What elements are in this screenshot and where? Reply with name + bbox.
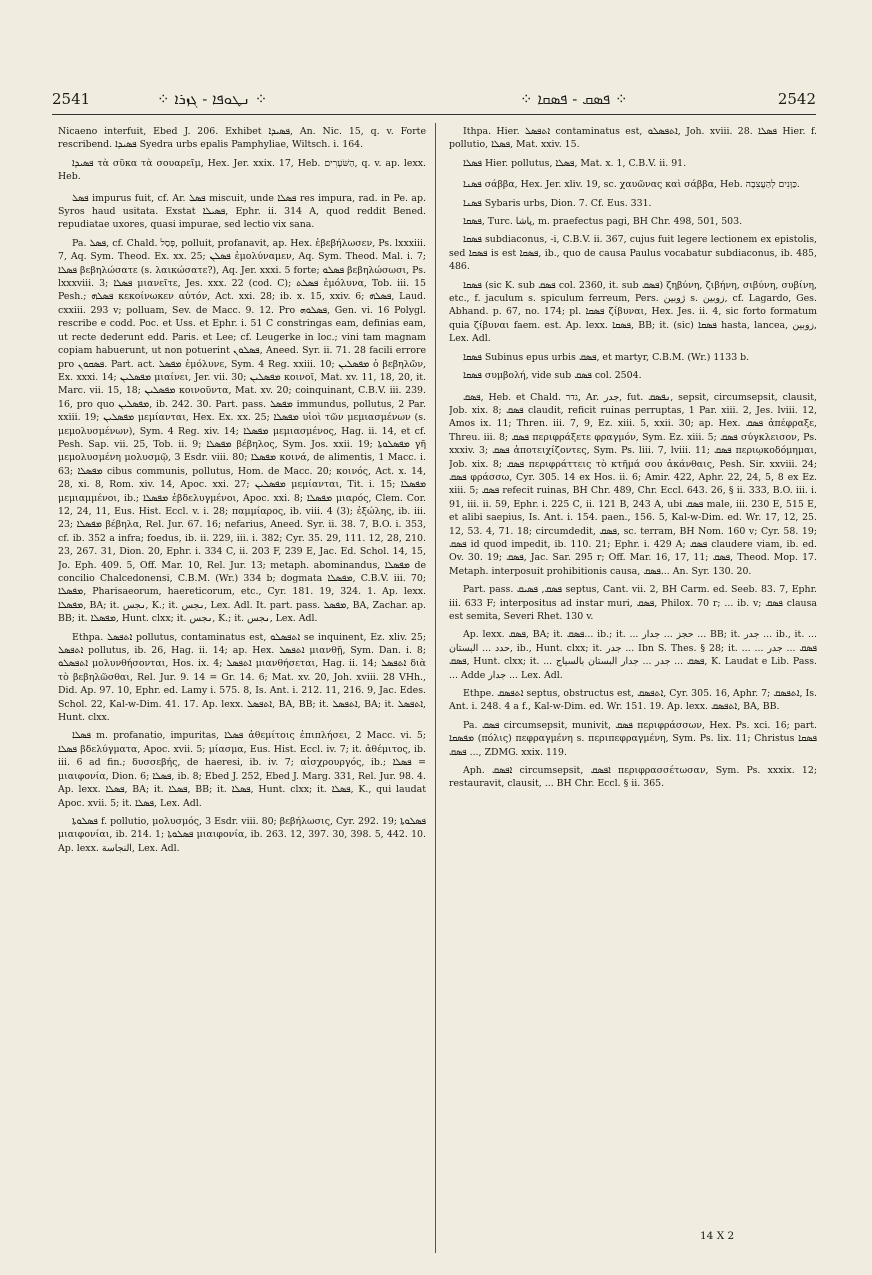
entry-paragraph: ܦܣܩܐ Subinus epus urbis ܦܣܩ, et martyr, C.B.M. (Wr.) 1133 b. <box>463 351 750 363</box>
entry-paragraph: ܦܣܠ impurus fuit, cf. Ar. ܦܣܠ miscuit, unde ܦܣܠܐ res impura, rad. in Pe. ap. Syros haud usitata. Exstat ܦܣܝܠܐ, Ephr. ii. 314 A, quod reddit Bened. repudiatae uxores, quasi impurae, sed lectio vix sana. <box>58 192 426 231</box>
entry-paragraph: Ithpa. Hier. ܐܬܦܣܠ contaminatus est, ܐܬܦܣܠܘ, Joh. xviii. 28. ܦܣܠܐ Hier. f. pollutio, ܦܣܠܐ, Mat. xxiv. 15. <box>449 126 817 151</box>
running-header <box>52 82 816 112</box>
entry-paragraph: ܦܣܠܘܬܐ f. pollutio, μολυσμός, 3 Esdr. viii. 80; βεβήλωσις, Cyr. 292. 19; ܦܣܠܘܬܐ μιαιφονίαι, ib. 214. 1; ܦܣܠܘܬܐ μιαιφονία, ib. 263. 12, 397. 30, 398. 5, 442. 10. Ap. lexx. النجاسة, Lex. Adl. <box>58 815 426 854</box>
entry-paragraph: ܦܣܢܐ Sybaris urbs, Dion. 7. Cf. Eus. 331. <box>463 197 652 209</box>
entry-paragraph: Part. pass. ܦܣܩ, ܦܣܝܩ septus, Cant. vii. 2, BH Carm. ed. Seeb. 83. 7, Ephr. iii. 633 F; interpositus ad instar muri, ܦܣܩ, Philox. 70 r; ... ib. v; ܦܣܩ clausa est semita, Severi Rhet. 130 v. <box>449 584 817 622</box>
entry-paragraph: Ethpa. ܐܬܦܣܠ pollutus, contaminatus est, ܐܬܦܣܠܘ se inquinent, Ez. xliv. 25; ܐܬܦܣܠ pollutus, ib. 26, Hag. ii. 14; ap. Hex. ܐܬܦܣܠ μιανθῇ, Sym. Dan. i. 8; ܐܬܦܣܠܘ μολυνθήσονται, Hos. ix. 4; ܐܬܦܣܠ μιανθήσεται, Hag. ii. 14; ܐܬܦܣܠ διὰ τὸ βεβηλῶσθαι, Rel. Jur. 9. 14 = Gr. 14. 6; Mat. xv. 20, Joh. xviii. 28 VHh., Did. Ap. 97. 10, Ephr. ed. Lamy i. 575. 8, Is. Ant. i. 212. 11, 216. 9, Jac. Edes. Schol. 22, Kal-w-Dim. 41. 17. Ap. lexx. ܐܬܦܣܠ, BA, BB; it. ܐܬܦܣܠ, BA; it. ܐܬܦܣܠ, Hunt. clxx. <box>58 631 426 724</box>
running-head-left: ⁘ ܢܛܘܦܐ - ܓܙܪܐ ⁘ <box>157 90 268 108</box>
running-head-right: ⁘ ܦܣܩ - ܦܣܩܐ ⁘ <box>520 90 628 108</box>
left-column <box>58 125 426 1235</box>
entry-paragraph: ܦܣܩ, Heb. et Chald. גדר, Ar. جدر, fut. ܢܦܣܩ, sepsit, circumsepsit, clausit, Job. xix. 8; ܦܣܩ claudit, reficit ruinas perruptas, 1 Par. xiii. 2, Jes. lviii. 12, Amos ix. 11; Thren. iii. 7, 9, Ez. xiii. 5, xxii. 30; ap. Hex. ܦܣܩ ἀπέφραξε, Threu. iii. 8; ܦܣܩ περιφράξετε φραγμόν, Sym. Ez. xiii. 5; ܦܣܩ σύγκλεισον, Ps. xxxiv. 3; ܦܣܩ ἀποτειχίζοντες, Sym. Ps. liii. 7, lviii. 11; ܦܣܩ περιῳκοδόμημαι, Job. xix. 8; ܦܣܩ περιφράττεις τὸ κτῆμά σου ἀκάνθαις, Pesh. Sir. xxviii. 24; ܦܣܩ φράσσω, Cyr. 305. 14 ex Hos. ii. 6; Amir. 422, Aphr. 22, 24, 5, 8 ex Ez. xiii. 5; ܦܣܩ refecit ruinas, BH Chr. 489, Chr. Eccl. 643. 26, § ii. 333, B.O. iii. i. 91, iii. ii. 59, Ephr. i. 225 C, ii. 121 B, 243 A, ubi ܦܣܩ male, iii. 230 E, 515 E, et alibi saepius, Is. Ant. i. 154. paen., 156. 5, Kal-w-Dim. ed. Wr. 17, 12, 25. 12, 53. 4, 71. 18; circumdedit, ܦܣܩ, sc. terram, BH Nom. 160 v; Cyr. 58. 19; ܦܣܩ id quod impedit, ib. 110. 21; Ephr. i. 429 A; ܦܣܩ claudere viam, ib. ed. Ov. 30. 19; ܦܣܩ, Jac. Sar. 295 r; Off. Mar. 16, 17, 11; ܦܣܩ, Theod. Mop. 17. Metaph. interposuit prohibitionis causa, ܦܣܩ... An. Syr. 130. 20. <box>449 391 817 577</box>
entry-paragraph: ܦܣܝܕܐ τὰ σῦκα τὰ σουαρεῖμ, Hex. Jer. xxix. 17, Heb. הַשֹּׁעָרִים, q. v. ap. lexx. Heb. <box>58 157 426 183</box>
entry-paragraph: Ap. lexx. ܦܣܩ, BA; it. ܦܣܩ... ib.; it. ... حجز ... جدار ... BB; it. جدر ... ib., it. ... حدد ... البستان, ib., Hunt. clxx; it. جدر ... Ibn S. Thes. § 28; it. ... ܦܣܩ ... جدر ... ܦܣܩ, Hunt. clxx; it. ... ܦܣܩ ... جدر ... جدار البستان بالسياج, K. Laudat e Lib. Pass. ... Adde جدار ... Lex. Adl. <box>449 629 817 681</box>
entry-paragraph: Nicaeno interfuit, Ebed J. 206. Exhibet ܦܣܝܕܐ, An. Nic. 15, q. v. Forte rescribend. ܦܣܝܕܐ Syedra urbs epalis Pamphyliae, Wiltsch. i. 164. <box>58 126 426 151</box>
page-number-left: 2541 <box>52 90 91 108</box>
entry-paragraph: Pa. ܦܣܩ circumsepsit, munivit, ܦܣܩ περιφράσσων, Hex. Ps. xci. 16; part. ܡܦܣܩܐ (πόλις) πεφραγμένη s. περιπεφραγμένη, Sym. Ps. lix. 11; Christus ܦܣܩܐ ... ܦܣܩ, ZDMG. xxix. 119. <box>449 719 817 758</box>
signature-mark: 14 X 2 <box>700 1230 735 1242</box>
page-number-right: 2542 <box>777 90 816 108</box>
entry-paragraph: Ethpe. ܐܬܦܣܩ septus, obstructus est, ܐܬܦܣܩ, Cyr. 305. 16, Aphr. 7; ܐܬܦܣܩ, Is. Ant. i. 248. 4 a f., Kal-w-Dim. ed. Wr. 151. 19. Ap. lexx. ܐܬܦܣܩ, BA, BB. <box>449 688 817 713</box>
entry-paragraph: ܦܣܩܐ subdiaconus, -i, C.B.V. ii. 367, cujus fuit legere lectionem ex epistolis, sed ܦܣܩܐ is est ܦܣܩܐ, ib., quo de causa Paulus vocabatur subdiaconus, ib. 485, 486. <box>449 234 817 273</box>
header-rule <box>52 114 816 115</box>
entry-paragraph: ܦܣܠܐ Hier. pollutus, ܦܣܠܐ, Mat. x. 1, C.B.V. ii. 91. <box>463 157 687 169</box>
entry-paragraph: Aph. ܐܦܣܩ circumsepsit, ܐܦܣܩ περιφρασσέτωσαν, Sym. Ps. xxxix. 12; restauravit, clausit, ... BH Chr. Eccl. § ii. 365. <box>449 765 817 790</box>
right-column <box>449 125 817 1235</box>
entry-paragraph: ܦܣܩܐ (sic K. sub ܦܣܩ col. 2360, it. sub ܦܣܩ) ζηβύνη, ζιβήνη, σιβύνη, συβίνη, etc., f. jaculum s. spiculum ferreum, Pers. ژوبین s. زوبین, cf. Lagardo, Ges. Abhand. p. 67, no. 174; pl. ܦܣܩܐ ζίβυναι, Hex. Jes. ii. 4, sic forto formatum quia ζίβυναι faem. est. Ap. lexx. ܦܣܩܐ, BB; it. (sic) ܦܣܩܐ hasta, lancea, زوبین, Lex. Adl. <box>449 279 817 345</box>
entry-paragraph: ܦܣܩܐ, Turc. پاشا, m. praefectus pagi, BH Chr. 498, 501, 503. <box>463 216 743 228</box>
entry-paragraph: Pa. ܦܣܠ, cf. Chald. פְּסַל, polluit, profanavit, ap. Hex. ἐβεβήλωσεν, Ps. lxxxiii. 7, Aq. Sym. Theod. Ex. xx. 25; ܦܣܠܢ ἐμολύναμεν, Aq. Sym. Theod. Mal. i. 7; ܦܣܠܐ βεβηλώσατε (s. λαικώσατε?), Aq. Jer. xxxi. 5 forte; ܦܣܠܘ βεβηλώσωσι, Ps. lxxxviii. 3; ܦܣܠܐ μιανεῖτε, Jes. xxx. 22 (cod. C); ܦܣܠܬ ἐμόλυνα, Tob. iii. 15 Pesh.; ܦܣܠܗ κεκοίνωκεν αὐτόν, Act. xxi. 28; ib. x. 15, xxiv. 6; ܦܣܠܗ, Laud. cxxiii. 293 v; polluam, Sev. de Macc. 9. 12. Pro ܦܣܠܘܗ, Gen. vi. 16 Polygl. rescribe e codd. Poc. et Uss. et Ephr. i. 51 C constringas eam, definias eam, ut recte dederunt edd. Paris. et Lee; cf. Leugerke in loc.; vini tam magnam copiam habuerunt, ut non potuerint ܦܣܠܘܢ, Aneed. Syr. ii. 71. 28 facili errore pro ܦܣܩܘܢ. Part. act. ܡܦܣܠ ἐμόλυνε, Sym. 4 Reg. xxiii. 10; ܡܦܣܠܝܢ ὁ βεβηλῶν, Ex. xxxi. 14; ܡܦܣܠܝܢ μιαίνει, Jer. vii. 30; ܡܦܣܠܝܢ κοινοῖ, Mat. xv. 11, 18, 20, it. Marc. vii. 15, 18; ܡܦܣܠܝܢ κοινοῦντα, Mat. xv. 20; coinquinant, C.B.V. iii. 239. 16, pro quo ܡܦܣܠܝܢ, ib. 242. 30. Part. pass. ܡܦܣܠ immundus, pollutus, 2 Par. xxiii. 19; ܡܦܣܠܝܢ μεμίανται, Hex. Ex. xx. 25; ܡܦܣܠܐ υἱοὶ τῶν μεμιασμένων (s. μεμολυσμένων), Sym. 4 Reg. xiv. 14; ܡܦܣܠܐ μεμιασμένος, Hag. ii. 14, et cf. Pesh. Sap. vii. 25, Tob. ii. 9; ܡܦܣܠܐ βέβηλος, Sym. Jos. xxii. 19; ܡܦܣܠܘܬܐ γῆ μεμολυσμένη μολυσμῷ, 3 Esdr. viii. 80; ܡܦܣܠܐ κοινά, de alimentis, 1 Macc. i. 63; ܡܦܣܠܐ cibus communis, pollutus, Hom. de Macc. 20; κοινός, Act. x. 14, 28, xi. 8, Rom. xiv. 14, Apoc. xxi. 27; ܡܦܣܠܝܢ μεμίανται, Tit. i. 15; ܡܦܣܠܐ μεμιαμμένοι, ib.; ܡܦܣܠܐ ἐβδελυγμένοι, Apoc. xxi. 8; ܡܦܣܠܐ μιαρός, Clem. Cor. 12, 24, 11, Eus. Hist. Eccl. v. i. 28; παμμίαρος, ib. viii. 4 (3); ἐξώλης, ib. iii. 23; ܡܦܣܠܐ βέβηλα, Rel. Jur. 67. 16; nefarius, Aneed. Syr. ii. 38. 7, B.O. i. 353, cf. ib. 352 a infra; foedus, ib. ii. 229, iii. i. 382; Cyr. 35. 29, 111. 12, 28, 210. 23, 267. 31, Dion. 20, Ephr. i. 334 C, ii. 203 F, 239 E, Jac. Ed. Schol. 14, 15, Jo. Eph. 409. 5, Off. Mar. 10, Rel. Jur. 13; metaph. abominandus, ܡܦܣܠܐ de concilio Chalcedonensi, C.B.M. (Wr.) 334 b; dogmata ܡܦܣܠܐ, C.B.V. iii. 70; ܡܦܣܠܐ, Pharisaeorum, haereticorum, etc., Cyr. 181. 19, 324. 1. Ap. lexx. ܡܦܣܠܐ, BA; it. ܢجس, K.; it. ܢجس, Lex. Adl. It. part. pass. ܡܦܣܠ, BA, Zachar. ap. BB; it. ܡܦܣܠܐ, Hunt. clxx; it. ܢجس, K.; it. ܢجس, Lex. Adl. <box>58 237 426 625</box>
entry-paragraph: ܦܣܢܐ σάββα, Hex. Jer. xliv. 19, sc. χαυῶνας καὶ σάββα, Heb. כַּוָּנִים לְהַעֲצִבָה. <box>463 179 800 191</box>
entry-paragraph: ܦܣܩܐ συμβολή, vide sub ܦܣܩ col. 2504. <box>463 370 642 382</box>
column-divider <box>435 123 436 1253</box>
entry-paragraph: ܦܣܠܐ m. profanatio, impuritas, ܦܣܠܐ ἀθεμίτοις ἐπιπλήσει, 2 Macc. vi. 5; ܦܣܠܐ βδελύγματα, Apoc. xvii. 5; μίασμα, Eus. Hist. Eccl. iv. 7; it. ἀθέμιτος, ib. iii. 6 ad fin.; δυσσεβής, de haeresi, ib. iv. 7; αἰσχρουργός, ib.; ܦܣܠܐ = μιαιφονία, Dion. 6; ܦܣܠܐ, ib. 8; Ebed J. 252, Ebed J. Marg. 331, Rel. Jur. 98. 4. Ap. lexx. ܦܣܠܐ, BA; it. ܦܣܠܐ, BB; it. ܦܣܠܐ, Hunt. clxx; it. ܦܣܠܐ, K., qui laudat Apoc. xvii. 5; it. ܦܣܠܐ, Lex. Adl. <box>58 730 426 809</box>
